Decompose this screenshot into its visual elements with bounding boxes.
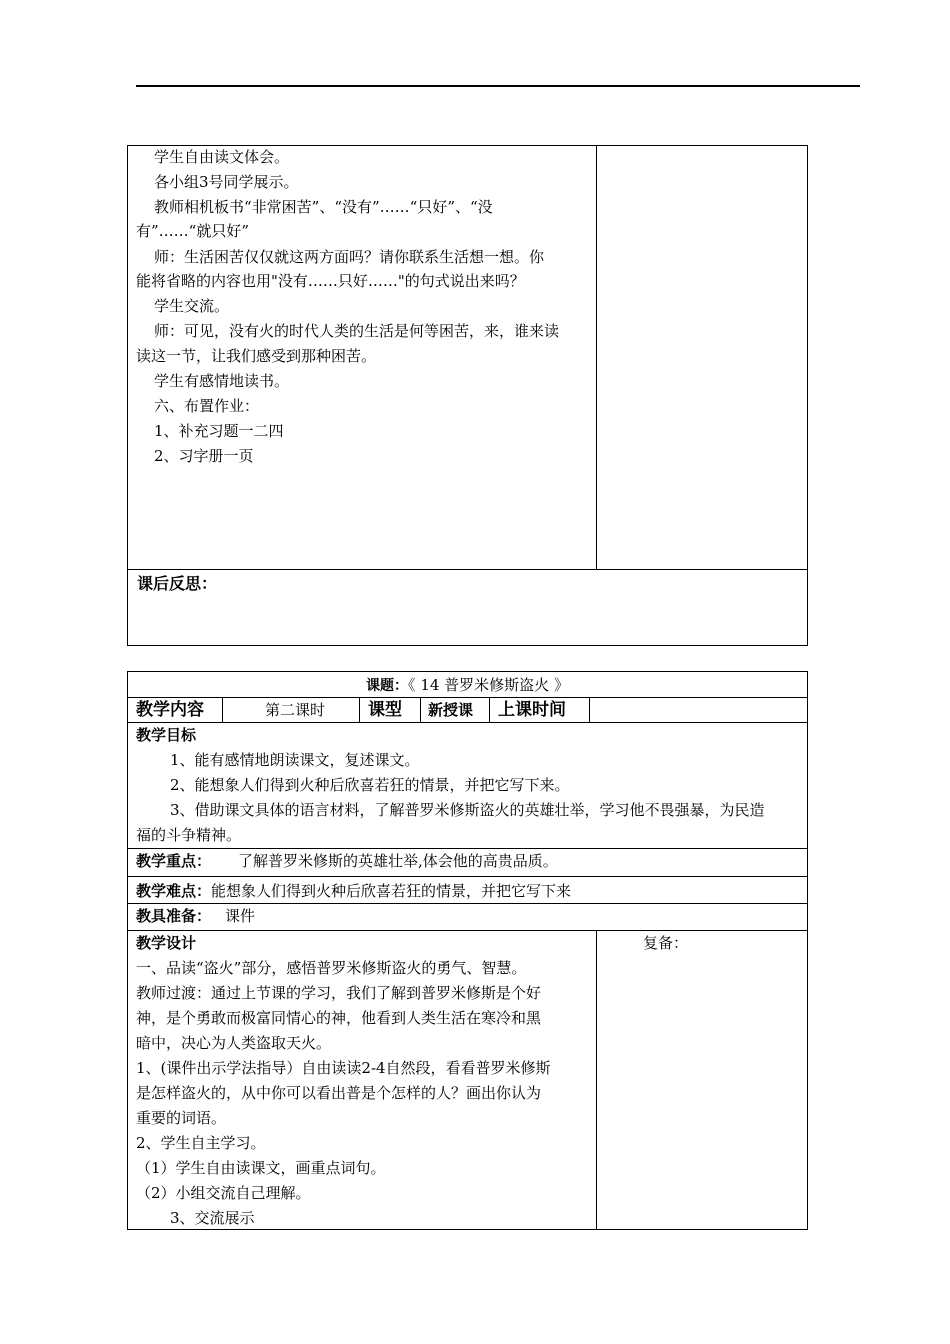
body-line: 2、习字册一页 bbox=[154, 447, 254, 465]
design-line: 1、(课件出示学法指导）自由读读2-4自然段，看看普罗米修斯 bbox=[136, 1059, 551, 1077]
table-divider bbox=[127, 722, 808, 723]
table-divider bbox=[596, 145, 597, 570]
design-line: 重要的词语。 bbox=[136, 1109, 227, 1127]
design-line: （2）小组交流自己理解。 bbox=[136, 1184, 311, 1202]
type-label: 课型 bbox=[368, 700, 402, 720]
body-line: 能将省略的内容也用"没有……只好……"的句式说出来吗？ bbox=[136, 272, 525, 290]
key-label: 教学重点： bbox=[136, 852, 212, 870]
body-line: 六、布置作业： bbox=[154, 397, 260, 415]
table-divider bbox=[596, 930, 597, 1230]
design-line: 教师过渡：通过上节课的学习，我们了解到普罗米修斯是个好 bbox=[136, 984, 542, 1002]
difficulty-label: 教学难点： bbox=[136, 882, 212, 900]
title-label: 课题： bbox=[366, 678, 409, 694]
title-text: 《 14 普罗米修斯盗火 》 bbox=[408, 676, 569, 694]
goal-line: 3、借助课文具体的语言材料，了解普罗米修斯盗火的英雄壮举，学习他不畏强暴，为民造 bbox=[170, 801, 765, 819]
key-text: 了解普罗米修斯的英雄壮举,体会他的高贵品质。 bbox=[238, 852, 558, 870]
design-line: 神，是个勇敢而极富同情心的神，他看到人类生活在寒冷和黑 bbox=[136, 1009, 542, 1027]
content-value: 第二课时 bbox=[265, 701, 326, 719]
design-line: 2、学生自主学习。 bbox=[136, 1134, 266, 1152]
body-line: 各小组3号同学展示。 bbox=[154, 173, 299, 191]
table-divider bbox=[489, 697, 490, 722]
body-line: 师：可见，没有火的时代人类的生活是何等困苦，来，谁来读 bbox=[154, 322, 560, 340]
header-rule bbox=[136, 85, 860, 87]
tools-label: 教具准备： bbox=[136, 907, 212, 925]
table-divider bbox=[420, 697, 421, 722]
type-value: 新授课 bbox=[428, 701, 474, 719]
table-divider bbox=[127, 569, 808, 570]
design-line: （1）学生自由读课文，画重点词句。 bbox=[136, 1159, 386, 1177]
body-line: 教师相机板书“非常困苦”、“没有”……“只好”、“没 bbox=[154, 198, 493, 216]
lesson-title bbox=[127, 673, 808, 699]
table-divider bbox=[222, 697, 223, 722]
design-line: 暗中，决心为人类盗取天火。 bbox=[136, 1034, 332, 1052]
key-row bbox=[136, 849, 211, 874]
design-label: 教学设计 bbox=[136, 934, 197, 952]
body-line: 读这一节，让我们感受到那种困苦。 bbox=[136, 347, 377, 365]
table-divider bbox=[127, 876, 808, 877]
time-label: 上课时间 bbox=[498, 700, 566, 720]
design-line: 3、交流展示 bbox=[170, 1209, 255, 1227]
body-line: 学生自由读文体会。 bbox=[154, 148, 290, 166]
content-label: 教学内容 bbox=[136, 700, 204, 720]
difficulty-row bbox=[136, 879, 571, 904]
table-divider bbox=[127, 930, 808, 931]
tools-text: 课件 bbox=[225, 907, 256, 925]
table-divider bbox=[589, 697, 590, 722]
difficulty-text: 能想象人们得到火种后欣喜若狂的情景，并把它写下来 bbox=[211, 882, 572, 900]
goals-label: 教学目标 bbox=[136, 726, 197, 744]
body-line: 有”……“就只好” bbox=[136, 222, 250, 240]
body-line: 师：生活困苦仅仅就这两方面吗？请你联系生活想一想。你 bbox=[154, 248, 545, 266]
design-line: 是怎样盗火的，从中你可以看出普是个怎样的人？画出你认为 bbox=[136, 1084, 542, 1102]
goal-line: 福的斗争精神。 bbox=[136, 826, 242, 844]
body-line: 1、补充习题一二四 bbox=[154, 422, 284, 440]
tools-row bbox=[136, 904, 211, 929]
body-line: 学生交流。 bbox=[154, 297, 230, 315]
design-line: 一、品读“盗火”部分，感悟普罗米修斯盗火的勇气、智慧。 bbox=[136, 959, 527, 977]
prep-label: 复备： bbox=[643, 934, 689, 952]
goal-line: 1、能有感情地朗读课文，复述课文。 bbox=[170, 751, 420, 769]
reflection-label: 课后反思： bbox=[137, 574, 218, 593]
goal-line: 2、能想象人们得到火种后欣喜若狂的情景，并把它写下来。 bbox=[170, 776, 570, 794]
table-divider bbox=[359, 697, 360, 722]
body-line: 学生有感情地读书。 bbox=[154, 372, 290, 390]
